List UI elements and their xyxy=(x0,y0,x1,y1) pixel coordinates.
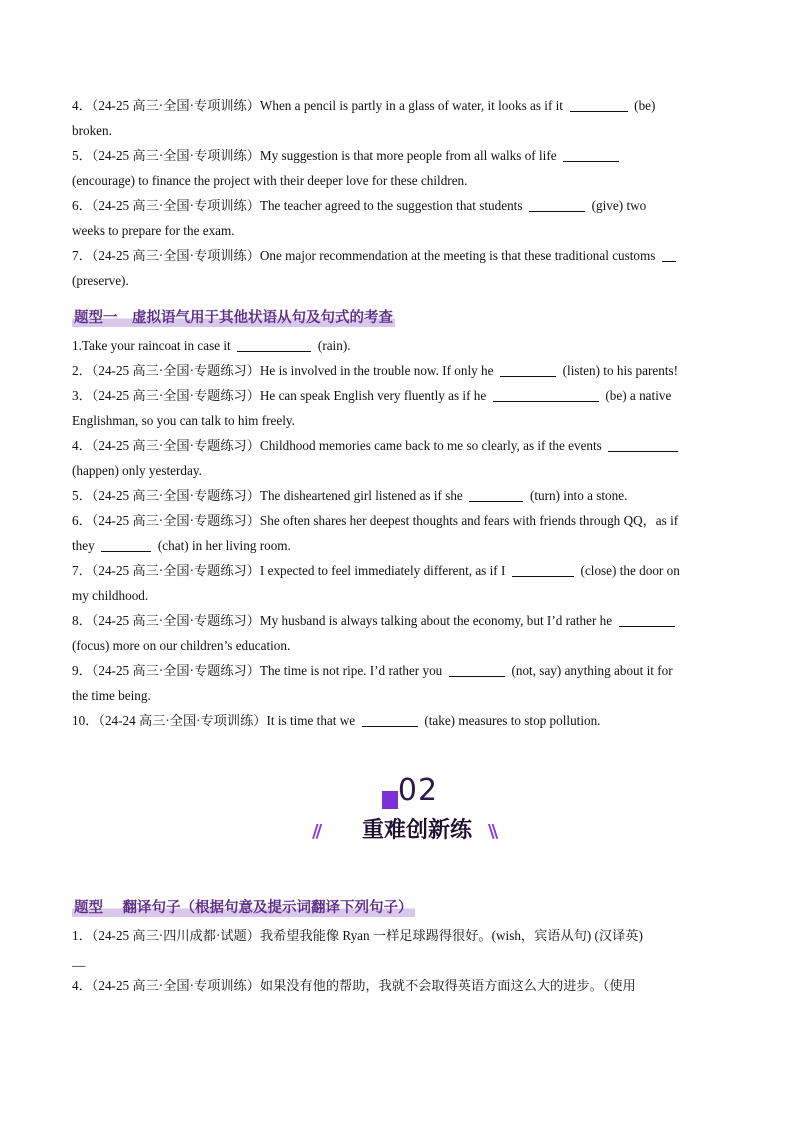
exercise-continuation xyxy=(72,633,732,658)
section-heading-1: 题型一 虚拟语气用于其他状语从句及句式的考查 xyxy=(72,307,395,329)
exercise-text-after: (rain). xyxy=(317,338,351,353)
exercise-line xyxy=(72,708,732,733)
exercise-text: 1.Take your raincoat in case it xyxy=(72,338,231,353)
continuation-text: (focus) more on our children’s education. xyxy=(72,638,291,653)
exercise-continuation xyxy=(72,458,732,483)
section-banner xyxy=(72,765,732,883)
translation-item: 4．（24-25 高三·全国·专项训练）如果没有他的帮助，我就不会取得英语方面这么大的进步。（使用 xyxy=(72,978,636,993)
continuation-text: (preserve). xyxy=(72,273,129,288)
section-heading-2: 题型 翻译句子（根据句意及提示词翻译下列句子） xyxy=(72,897,415,919)
exercise-continuation xyxy=(72,683,732,708)
answer-blank xyxy=(570,97,628,112)
exercise-continuation xyxy=(72,118,732,143)
exercise-text-after: (be) a native xyxy=(605,388,672,403)
answer-blank xyxy=(449,662,505,677)
exercise-text-after: (give) two xyxy=(591,198,647,213)
exercise-line xyxy=(72,483,732,508)
translation-item: 1．（24-25 高三·四川成都·试题）我希望我能像 Ryan 一样足球踢得很好。(wish，宾语从句) (汉译英) xyxy=(72,928,643,943)
exercise-line xyxy=(72,433,732,458)
exercise-text-after: (close) the door on xyxy=(580,563,680,578)
answer-blank xyxy=(662,247,676,262)
exercise-line xyxy=(72,508,732,533)
continuation-text: (happen) only yesterday. xyxy=(72,463,202,478)
document-body xyxy=(72,93,732,998)
banner-number xyxy=(378,773,458,808)
answer-blank xyxy=(101,537,151,552)
exercise-line xyxy=(72,93,732,118)
exercise-text: 7．（24-25 高三·全国·专项训练）One major recommendation at the meeting is that these traditional customs xyxy=(72,248,656,263)
exercise-text: 6．（24-25 高三·全国·专项训练）The teacher agreed to the suggestion that students xyxy=(72,198,523,213)
exercise-text: 10．（24-24 高三·全国·专项训练）It is time that we xyxy=(72,713,356,728)
answer-blank xyxy=(563,147,619,162)
exercise-line xyxy=(72,193,732,218)
exercise-text: 5．（24-25 高三·全国·专题练习）The disheartened girl listened as if she xyxy=(72,488,463,503)
exercise-text-after: (be) xyxy=(634,98,656,113)
answer-blank xyxy=(500,362,556,377)
exercise-continuation xyxy=(72,583,732,608)
exercise-text-after: (take) measures to stop pollution. xyxy=(424,713,601,728)
exercise-line xyxy=(72,333,732,358)
exercise-continuation xyxy=(72,218,732,243)
banner-number-text: 02 xyxy=(397,773,439,808)
continuation-text-after: (chat) in her living room. xyxy=(157,538,291,553)
continuation-text: the time being. xyxy=(72,688,151,703)
answer-blank xyxy=(608,437,678,452)
exercise-list-b xyxy=(72,333,732,733)
continuation-text: Englishman, so you can talk to him freely. xyxy=(72,413,295,428)
continuation-text: they xyxy=(72,538,95,553)
exercise-text: 6．（24-25 高三·全国·专题练习）She often shares her deepest thoughts and fears with friends through QQ，as if xyxy=(72,513,679,528)
exercise-text: 4．（24-25 高三·全国·专项训练）When a pencil is partly in a glass of water, it looks as if it xyxy=(72,98,563,113)
answer-blank xyxy=(362,712,418,727)
exercise-line xyxy=(72,658,732,683)
translation-item: __ xyxy=(72,953,86,968)
banner-number-highlight xyxy=(382,791,398,809)
exercise-text-after: (not, say) anything about it for xyxy=(511,663,673,678)
continuation-text: my childhood. xyxy=(72,588,149,603)
banner-title: 重难创新练 xyxy=(361,818,472,843)
answer-blank xyxy=(619,612,675,627)
exercise-text: 5．（24-25 高三·全国·专项训练）My suggestion is that more people from all walks of life xyxy=(72,148,557,163)
answer-blank xyxy=(512,562,574,577)
exercise-text-after: (turn) into a stone. xyxy=(529,488,628,503)
exercise-line xyxy=(72,383,732,408)
answer-blank xyxy=(237,337,311,352)
exercise-text: 9．（24-25 高三·全国·专题练习）The time is not ripe. I’d rather you xyxy=(72,663,443,678)
exercise-line xyxy=(72,558,732,583)
exercise-line xyxy=(72,143,732,168)
exercise-text: 4．（24-25 高三·全国·专题练习）Childhood memories came back to me so clearly, as if the events xyxy=(72,438,602,453)
exercise-line xyxy=(72,358,732,383)
right-slash-decoration: \\ xyxy=(488,821,496,842)
exercise-text: 2．（24-25 高三·全国·专题练习）He is involved in the trouble now. If only he xyxy=(72,363,494,378)
exercise-continuation xyxy=(72,408,732,433)
translation-list xyxy=(72,923,732,998)
exercise-text: 7．（24-25 高三·全国·专题练习）I expected to feel immediately different, as if I xyxy=(72,563,506,578)
exercise-list-a xyxy=(72,93,732,293)
exercise-line xyxy=(72,608,732,633)
exercise-text: 8．（24-25 高三·全国·专题练习）My husband is always talking about the economy, but I’d rather he xyxy=(72,613,613,628)
exercise-continuation xyxy=(72,533,732,558)
exercise-text: 3．（24-25 高三·全国·专题练习）He can speak English very fluently as if he xyxy=(72,388,487,403)
exercise-line xyxy=(72,243,732,268)
answer-blank xyxy=(529,197,585,212)
answer-blank xyxy=(469,487,523,502)
continuation-text: (encourage) to finance the project with their deeper love for these children. xyxy=(72,173,468,188)
exercise-continuation xyxy=(72,268,732,293)
continuation-text: broken. xyxy=(72,123,112,138)
left-slash-decoration: // xyxy=(312,821,320,842)
exercise-text-after: (listen) to his parents! xyxy=(562,363,679,378)
answer-blank xyxy=(493,387,599,402)
exercise-continuation xyxy=(72,168,732,193)
continuation-text: weeks to prepare for the exam. xyxy=(72,223,235,238)
